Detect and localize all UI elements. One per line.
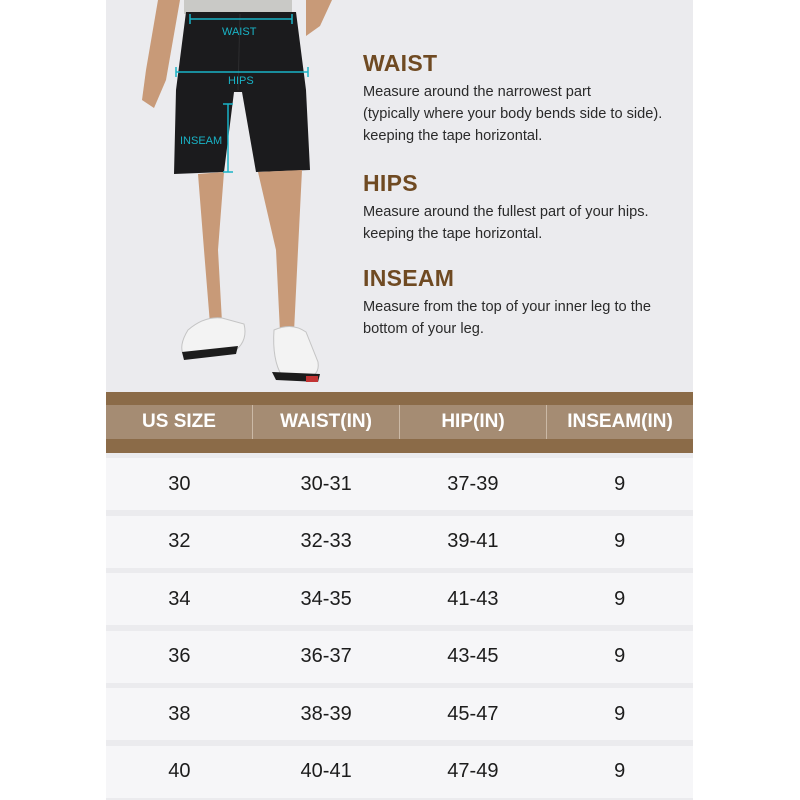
cell-waist: 36-37 — [300, 645, 352, 667]
waist-measure-label: WAIST — [222, 26, 257, 38]
cell-hip: 43-45 — [447, 645, 499, 667]
cell-inseam: 9 — [614, 587, 626, 610]
cell-waist: 34-35 — [300, 587, 352, 610]
left-arm — [142, 0, 180, 108]
cell-hip: 37-39 — [447, 472, 499, 495]
inseam-guide — [363, 265, 651, 340]
cell-hip: 41-43 — [447, 587, 499, 610]
table-top-band — [106, 392, 693, 405]
cell-hip: 39-41 — [447, 530, 499, 552]
size-table-header — [106, 405, 693, 439]
cell-size: 34 — [168, 587, 191, 610]
inseam-guide-text: Measure from the top of your inner leg to the bottom of your leg. — [363, 299, 651, 337]
cell-size: 40 — [168, 760, 191, 782]
hips-guide-title: HIPS — [363, 170, 418, 196]
cell-size: 30 — [168, 472, 191, 495]
cell-size: 38 — [168, 702, 191, 725]
cell-hip: 47-49 — [447, 760, 499, 782]
inseam-guide-title: INSEAM — [363, 265, 455, 291]
cell-size: 36 — [168, 645, 191, 667]
size-table-body — [106, 458, 693, 800]
cell-inseam: 9 — [614, 472, 626, 495]
table-row — [106, 688, 693, 740]
right-arm — [306, 0, 332, 36]
cell-waist: 30-31 — [300, 472, 352, 495]
cell-inseam: 9 — [614, 760, 626, 782]
cell-inseam: 9 — [614, 645, 626, 667]
right-shoe — [274, 326, 319, 378]
waist-guide-text: Measure around the narrowest part (typically where your body bends side to side). keeping the tape horizontal. — [363, 84, 663, 144]
table-row — [106, 573, 693, 625]
waist-guide — [363, 50, 662, 147]
hips-measure-label: HIPS — [228, 75, 254, 87]
table-row — [106, 458, 693, 510]
cell-inseam: 9 — [614, 702, 626, 725]
inseam-measure-label: INSEAM — [180, 135, 223, 147]
header-waist: WAIST(IN) — [252, 405, 399, 439]
table-row — [106, 746, 693, 798]
left-leg — [198, 172, 224, 324]
header-us-size: US SIZE — [142, 411, 216, 432]
cell-hip: 45-47 — [447, 702, 499, 725]
cell-size: 32 — [168, 530, 191, 552]
cell-waist: 38-39 — [300, 702, 352, 725]
cell-inseam: 9 — [614, 530, 626, 552]
table-row — [106, 516, 693, 568]
table-bottom-band — [106, 439, 693, 453]
hips-guide — [363, 170, 649, 245]
right-leg — [258, 170, 302, 332]
model-illustration — [106, 0, 366, 392]
cell-waist: 40-41 — [300, 760, 352, 782]
header-hip: HIP(IN) — [399, 405, 546, 439]
shirt — [184, 0, 292, 14]
cell-waist: 32-33 — [300, 530, 352, 552]
waist-guide-title: WAIST — [363, 50, 438, 76]
size-guide-panel — [106, 0, 693, 800]
hips-guide-text: Measure around the fullest part of your hips. keeping the tape horizontal. — [363, 204, 649, 242]
header-inseam: INSEAM(IN) — [546, 405, 693, 439]
table-row — [106, 631, 693, 683]
